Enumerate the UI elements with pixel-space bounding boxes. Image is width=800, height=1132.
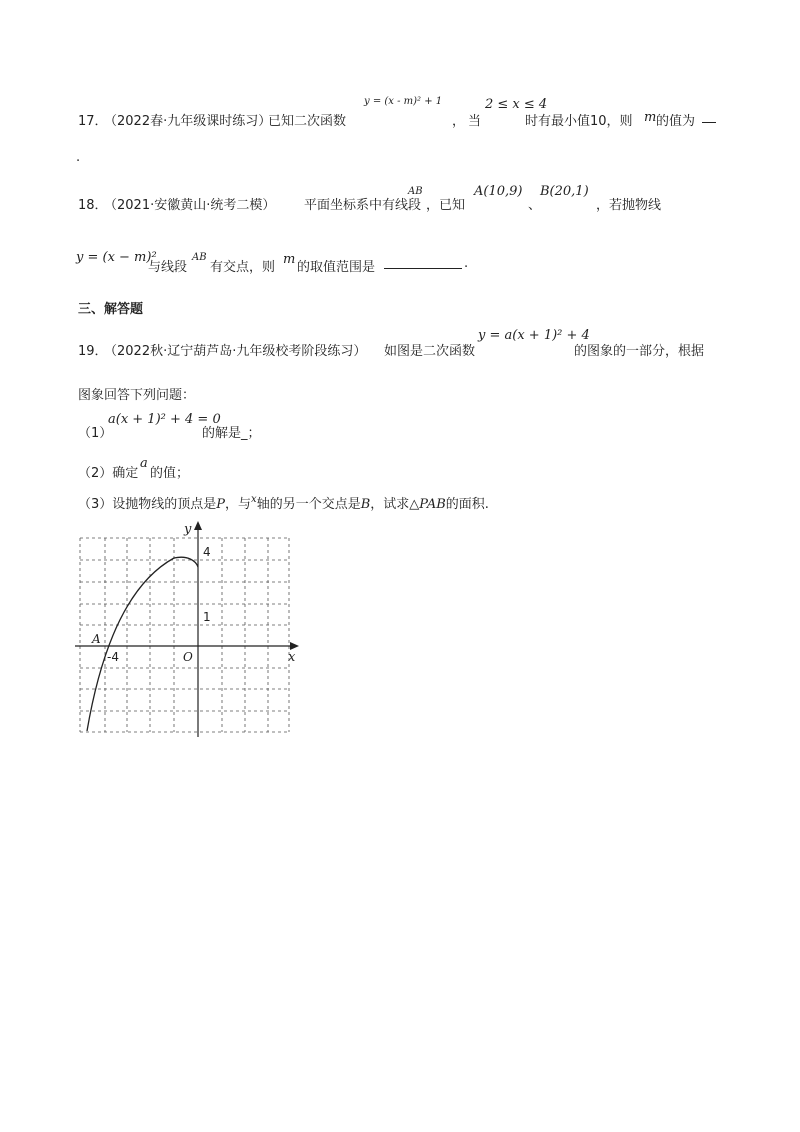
q18-end: .	[464, 256, 469, 271]
q17-text1: 已知二次函数	[268, 114, 347, 129]
q19-text1: 如图是二次函数	[384, 344, 476, 359]
label-o: O	[183, 650, 193, 664]
q18-text5: 有交点，则	[210, 260, 276, 275]
q17-text4: 的值为	[656, 114, 696, 129]
q19-part2-label: （2）确定	[78, 466, 139, 481]
q18-sep: 、	[528, 198, 542, 213]
q17-text2: 当	[468, 114, 482, 129]
q19-formula: y = a(x + 1)² + 4	[478, 328, 590, 343]
q18-number: 18．	[78, 198, 108, 213]
graph-grid	[80, 538, 289, 732]
q17-answer-blank	[702, 112, 716, 123]
q18-text2: ，已知	[426, 198, 466, 213]
q18-text4: 与线段	[148, 260, 188, 275]
q19-part3-pab: PAB	[419, 497, 446, 512]
q19-number: 19．	[78, 344, 108, 359]
q17-number: 17．	[78, 114, 108, 129]
label-x: x	[288, 650, 296, 665]
q19-part3-p: P	[216, 497, 226, 512]
q19-part2-text: 的值；	[150, 466, 190, 481]
q18-answer-blank	[384, 258, 462, 269]
parabola-curve	[87, 557, 198, 731]
q19-part3-text2: ，与	[225, 497, 252, 512]
q17-source: （2022春·九年级课时练习）	[104, 114, 272, 129]
label-4: 4	[203, 545, 211, 559]
q17-comma: ，	[452, 114, 466, 129]
q19-part3-text3: 轴的另一个交点是	[256, 497, 361, 512]
q19-part1-label: （1）	[78, 426, 113, 441]
q19-part3	[78, 493, 489, 512]
q18-segment: AB	[408, 186, 423, 197]
q19-source: （2022秋·辽宁葫芦岛·九年级校考阶段练习）	[104, 344, 367, 359]
q19-part3-text5: 的面积.	[445, 497, 489, 512]
q19-part3-x: x	[251, 494, 257, 505]
label-a: A	[92, 632, 101, 646]
y-axis-arrow	[194, 521, 202, 530]
q18-source: （2021·安徽黄山·统考二模）	[104, 198, 276, 213]
x-axis-arrow	[290, 642, 299, 650]
label-neg4: -4	[107, 650, 119, 664]
q19-part3-text4: ，试求△	[370, 497, 420, 512]
q19-text2: 的图象的一部分，根据	[574, 344, 705, 359]
label-1: 1	[203, 610, 211, 624]
section-title: 三、解答题	[78, 302, 144, 317]
q19-part2-var: a	[140, 456, 148, 471]
q18-var-m: m	[283, 252, 296, 267]
q18-formula: y = (x − m)²	[76, 250, 157, 265]
q17-formula: y = (x - m)² + 1	[364, 96, 443, 107]
label-y: y	[184, 522, 192, 537]
q18-text3: ，若抛物线	[596, 198, 662, 213]
q17-range: 2 ≤ x ≤ 4	[485, 97, 548, 112]
q19-line2: 图象回答下列问题：	[78, 388, 196, 403]
q19-part1-formula: a(x + 1)² + 4 = 0	[108, 412, 221, 427]
q19-part3-text1: （3）设抛物线的顶点是	[78, 497, 217, 512]
q18-text1: 平面坐标系中有线段	[304, 198, 422, 213]
q17-text3: 时有最小值10，则	[525, 114, 633, 129]
q17-period: .	[76, 150, 81, 165]
q19-part3-b: B	[360, 497, 371, 512]
q18-point-a: A(10,9)	[474, 184, 523, 199]
q18-point-b: B(20,1)	[540, 184, 589, 199]
q18-segment2: AB	[192, 252, 207, 263]
q18-text6: 的取值范围是	[297, 260, 376, 275]
parabola-graph	[70, 515, 310, 740]
q19-part1-text: 的解是_；	[202, 426, 261, 441]
q17-var-m: m	[644, 110, 657, 125]
